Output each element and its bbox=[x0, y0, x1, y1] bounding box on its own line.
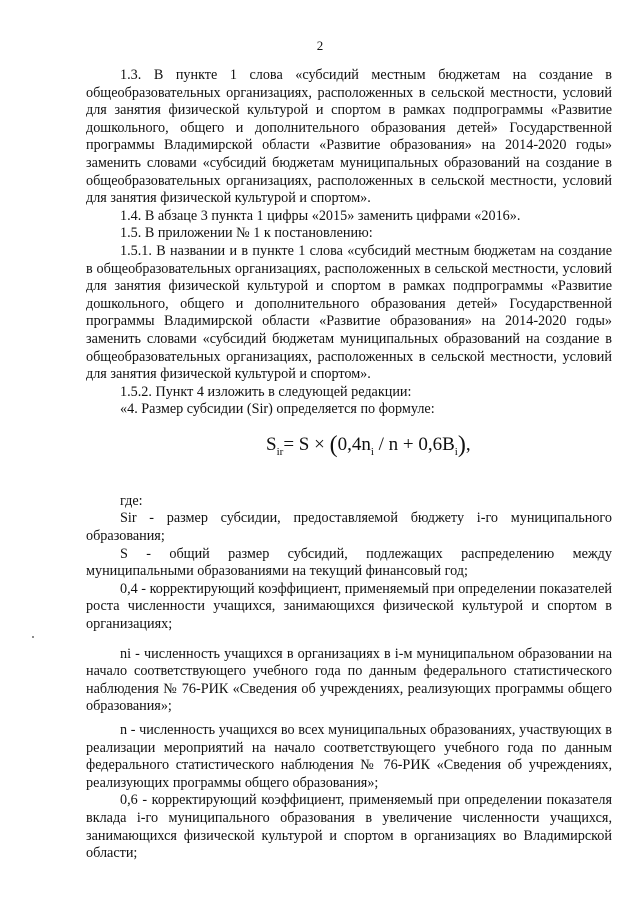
paragraph-formula-intro: «4. Размер субсидии (Sir) определяется по формуле: bbox=[120, 401, 435, 418]
definition-sir: Sir - размер субсидии, предоставляемой бюджету i-го муниципального образования; bbox=[86, 510, 612, 545]
spacer bbox=[86, 634, 612, 646]
formula-coef1: 0,4n bbox=[337, 433, 371, 455]
formula-close-paren: ) bbox=[457, 431, 466, 458]
definition-s: S - общий размер субсидий, подлежащих распределению между муниципальными образованиями на текущий финансовый год; bbox=[86, 545, 612, 580]
paragraph-1-5-1: 1.5.1. В названии и в пункте 1 слова «субсидий местным бюджетам на создание в общеобразовательных организациях, расположенных в сельской местности, условий для занятия физической культурой и спортом в рамках подпрограммы «Развитие дошкольного, общего и дополнительного образования детей» Государственной программы Владимирской области «Развитие образования» на 2014-2020 годы» заменить словами «субсидий бюджетам муниципальных образований на создание в общеобразовательных организациях, расположенных в сельской местности, условий для занятия физической культурой и спортом». bbox=[86, 242, 612, 383]
definition-coef-0-6: 0,6 - корректирующий коэффициент, применяемый при определении показателя вклада i-го муниципального образования в увеличение численности учащихся, занимающихся физической культурой и спортом в организациях во Владимирской области; bbox=[86, 792, 612, 862]
formula-lhs-subscript: ir bbox=[276, 445, 284, 458]
paragraph-1-3: 1.3. В пункте 1 слова «субсидий местным бюджетам на создание в общеобразовательных организациях, расположенных в сельской местности, условий для занятия физической культурой и спортом в рамках подпрограммы «Развитие дошкольного, общего и дополнительного образования детей» Государственной программы Владимирской области «Развитие образования» на 2014-2020 годы» заменить словами «субсидий бюджетам муниципальных образований на создание в общеобразовательных организациях, расположенных в сельской местности, условий для занятия физической культурой и спортом». bbox=[86, 67, 612, 207]
definition-ni: ni - численность учащихся в организациях в i-м муниципальном образовании на начало соответствующего учебного года по данным федерального статистического наблюдения № 76-РИК «Сведения об учреждениях, реализующих программы общего образования»; bbox=[86, 645, 612, 715]
formula-tail: , bbox=[465, 433, 471, 455]
definition-n: n - численность учащихся во всех муниципальных образованиях, участвующих в реализации мероприятий на начало соответствующего учебного года по данным федерального статистического наблюдения № 76-РИК «Сведения об учреждениях, реализующих программы общего образования»; bbox=[86, 722, 612, 791]
formula-rhs-start: = S × bbox=[283, 433, 330, 455]
paragraph-1-4: 1.4. В абзаце 3 пункта 1 цифры «2015» заменить цифрами «2016». bbox=[120, 207, 521, 224]
formula-sub-i-2: i bbox=[454, 445, 458, 458]
scan-speck bbox=[32, 636, 34, 638]
formula-lhs: S bbox=[266, 433, 277, 455]
page-number: 2 bbox=[316, 38, 324, 53]
where-label: где: bbox=[120, 492, 143, 509]
paragraph-1-5-2: 1.5.2. Пункт 4 изложить в следующей редакции: bbox=[120, 383, 412, 400]
formula-sub-i-1: i bbox=[370, 445, 374, 458]
paragraph-1-5: 1.5. В приложении № 1 к постановлению: bbox=[120, 225, 373, 242]
formula-middle: / n + 0,6B bbox=[373, 433, 455, 455]
formula-expression bbox=[266, 431, 471, 461]
formula-open-paren: ( bbox=[329, 431, 338, 458]
definition-coef-0-4: 0,4 - корректирующий коэффициент, применяемый при определении показателей роста численности учащихся, занимающихся физической культурой и спортом в организациях; bbox=[86, 580, 612, 633]
document-body bbox=[86, 67, 612, 863]
subsidy-formula bbox=[86, 431, 612, 463]
